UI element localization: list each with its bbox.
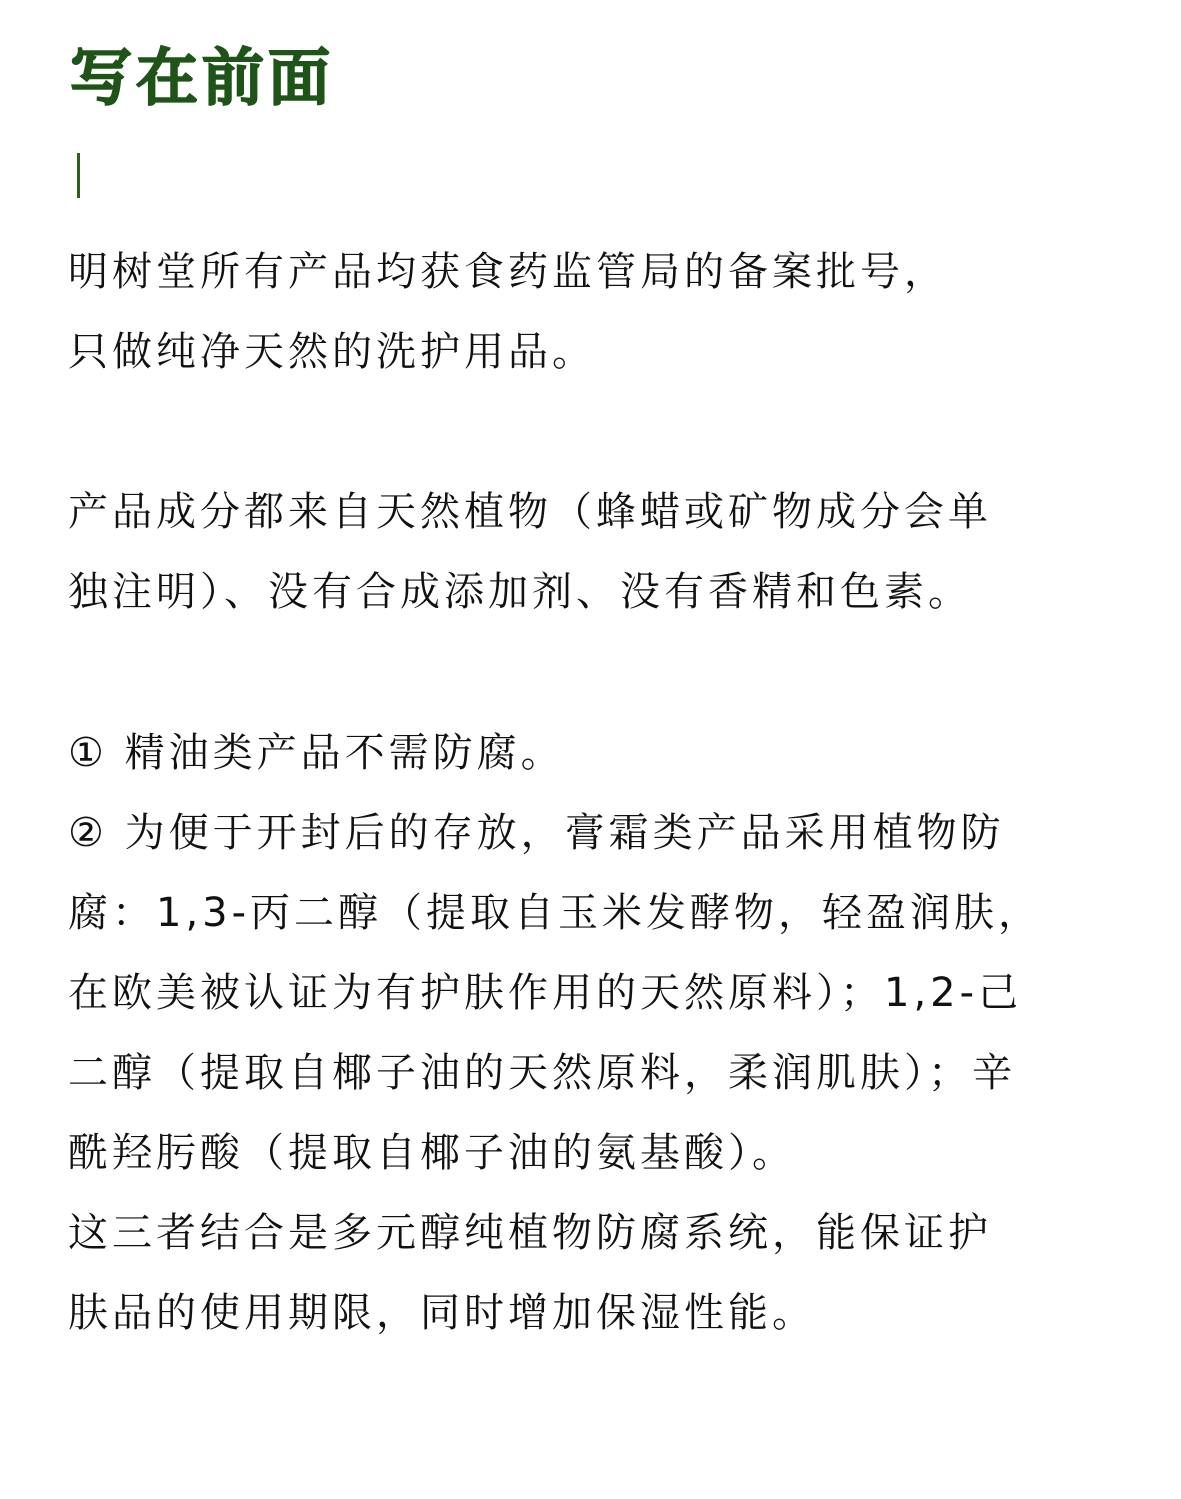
preservation-line: 腐：1,3-丙二醇（提取自玉米发酵物，轻盈润肤， bbox=[68, 890, 1043, 936]
intro-line: 明树堂所有产品均获食药监管局的备案批号， bbox=[68, 249, 948, 295]
preservation-summary-line: 这三者结合是多元醇纯植物防腐系统，能保证护 bbox=[68, 1210, 992, 1256]
page-title: 写在前面 bbox=[70, 41, 335, 114]
title-divider-bar bbox=[77, 153, 80, 198]
preservation-line: 在欧美被认证为有护肤作用的天然原料）；1,2-己 bbox=[68, 970, 1023, 1016]
preservation-item-1: ① 精油类产品不需防腐。 bbox=[68, 730, 565, 776]
intro-line: 只做纯净天然的洗护用品。 bbox=[68, 329, 596, 375]
preservation-line: 酰羟肟酸（提取自椰子油的氨基酸）。 bbox=[68, 1130, 796, 1176]
preservation-paragraph bbox=[68, 713, 1042, 1353]
preservation-line: 二醇（提取自椰子油的天然原料，柔润肌肤）；辛 bbox=[68, 1050, 1016, 1096]
ingredients-line: 独注明）、没有合成添加剂、没有香精和色素。 bbox=[68, 569, 972, 615]
preservation-summary-line: 肤品的使用期限，同时增加保湿性能。 bbox=[68, 1290, 816, 1336]
preservation-item-2: ② 为便于开封后的存放，膏霜类产品采用植物防 bbox=[68, 810, 1005, 856]
ingredients-paragraph bbox=[68, 472, 992, 632]
ingredients-line: 产品成分都来自天然植物（蜂蜡或矿物成分会单 bbox=[68, 489, 992, 535]
intro-paragraph bbox=[68, 232, 948, 392]
